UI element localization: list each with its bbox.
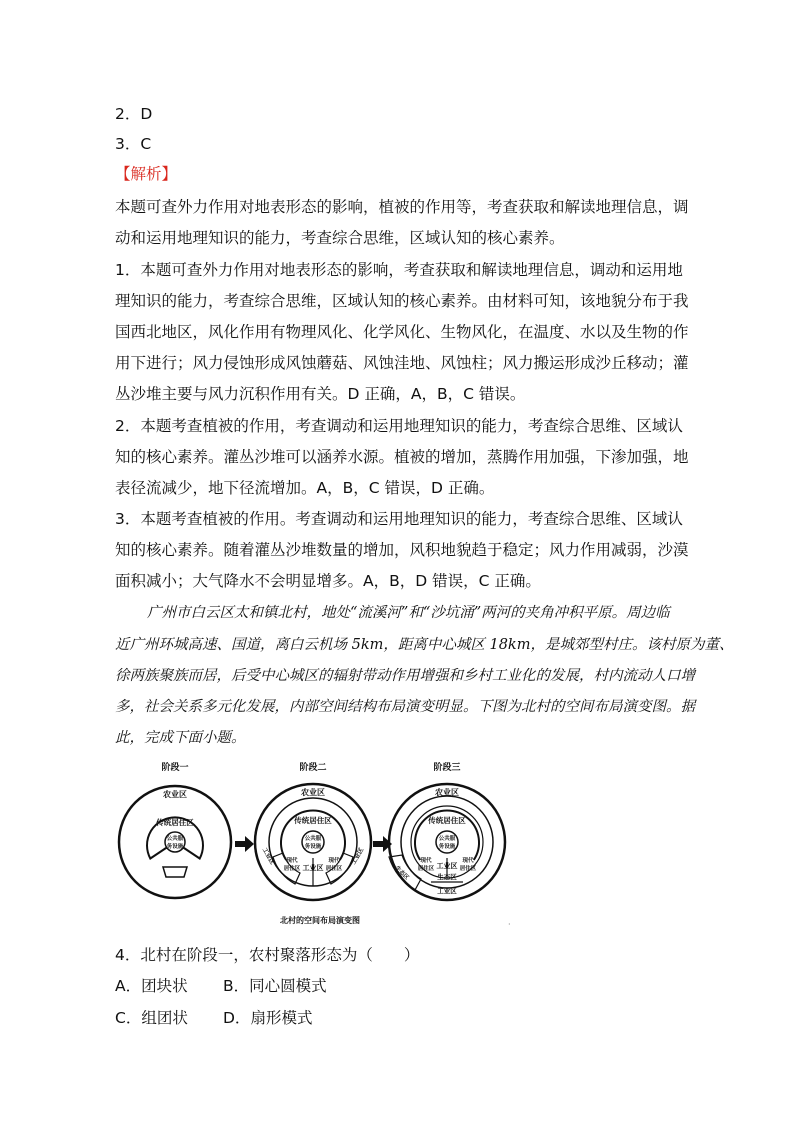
zone-label-public: 务设施	[166, 844, 184, 850]
option-letter: C．	[115, 1009, 142, 1027]
stage-three-title: 阶段三	[433, 763, 461, 773]
passage-line: 多，社会关系多元化发展，内部空间结构布局演变明显。下图为北村的空间布局演变图。据	[115, 699, 695, 715]
analysis-line: 3．本题考查植被的作用。考查调动和运用地理知识的能力，考查综合思维、区域认	[115, 510, 683, 528]
analysis-line: 面积减小；大气降水不会明显增多。A，B，D 错误，C 正确。	[115, 572, 541, 590]
analysis-line: 理知识的能力，考查综合思维，区域认知的核心素养。由材料可知，该地貌分布于我	[115, 292, 689, 310]
zone-label-modern: 居住区	[459, 866, 477, 872]
zone-label-public: 公共服	[438, 836, 456, 842]
zone-label-agri: 农业区	[435, 788, 459, 797]
zone-label-trad: 传统居住区	[156, 818, 194, 827]
analysis-line: 动和运用地理知识的能力，考查综合思维，区域认知的核心素养。	[115, 229, 565, 247]
passage-line: 近广州环城高速、国道，离白云机场 5km，距离中心城区 18km，是城郊型村庄。该村原为董、	[115, 637, 734, 653]
zone-label-agri: 农业区	[301, 788, 325, 797]
zone-label-public: 公共服	[166, 836, 184, 842]
option-letter: B．	[223, 977, 250, 995]
zone-label-modern: 现代	[462, 858, 474, 864]
stray-mark: ·	[508, 920, 511, 929]
passage-line: 广州市白云区太和镇北村，地处“流溪河”和“沙坑涌”两河的夹角冲积平原。周边临	[147, 605, 670, 621]
analysis-line: 知的核心素养。灌丛沙堆可以涵养水源。植被的增加，蒸腾作用加强，下渗加强，地	[115, 448, 689, 466]
zone-label-industrial: 工业区	[302, 864, 324, 872]
zone-label-modern: 居住区	[325, 866, 343, 872]
zone-label-public: 公共服	[304, 836, 322, 842]
zone-label-public: 务设施	[304, 844, 322, 850]
zone-label-modern: 居住区	[417, 866, 435, 872]
option-letter: D．	[223, 1009, 251, 1027]
zone-label-modern: 现代	[328, 858, 340, 864]
stage-three-diagram	[389, 761, 505, 900]
analysis-label: 【解析】	[115, 165, 178, 183]
zone-label-industrial: 工业区	[260, 846, 276, 866]
zone-label-agri: 农业区	[163, 790, 187, 799]
zone-label-industrial: 工业区	[350, 846, 366, 866]
stage-two-title: 阶段二	[299, 763, 327, 773]
analysis-line: 1．本题可查外力作用对地表形态的影响，考查获取和解读地理信息，调动和运用地	[115, 261, 683, 279]
analysis-line: 2．本题考查植被的作用，考查调动和运用地理知识的能力，考查综合思维、区域认	[115, 417, 683, 435]
analysis-line: 用下进行；风力侵蚀形成风蚀蘑菇、风蚀洼地、风蚀柱；风力搬运形成沙丘移动；灌	[115, 354, 689, 372]
zone-label-modern: 居住区	[283, 866, 301, 872]
stage-one-title: 阶段一	[161, 763, 189, 773]
analysis-line: 丛沙堆主要与风力沉积作用有关。D 正确，A，B，C 错误。	[115, 385, 526, 403]
option-a[interactable]	[115, 976, 188, 996]
zone-label-industrial: 工业区	[437, 887, 457, 895]
zone-label-trad: 传统居住区	[294, 816, 332, 825]
zone-label-public: 务设施	[438, 844, 456, 850]
option-text: 扇形模式	[250, 1009, 313, 1027]
answer-2: 2．D	[115, 105, 153, 123]
analysis-line: 表径流减少，地下径流增加。A，B，C 错误，D 正确。	[115, 479, 495, 497]
zone-label-trad: 传统居住区	[428, 816, 466, 825]
stage-two-diagram	[255, 761, 371, 900]
zone-label-modern: 现代	[286, 858, 298, 864]
zone-label-ecology: 生态区	[437, 873, 457, 881]
arrow-right-icon	[235, 836, 254, 852]
option-text: 组团状	[141, 1009, 188, 1027]
zone-label-ecology: 生态区	[393, 865, 410, 882]
analysis-line: 国西北地区，风化作用有物理风化、化学风化、生物风化，在温度、水以及生物的作	[115, 323, 689, 341]
zone-label-industrial: 工业区	[436, 862, 458, 870]
option-text: 同心圆模式	[249, 977, 327, 995]
passage-line: 此，完成下面小题。	[115, 730, 246, 746]
analysis-line: 本题可查外力作用对地表形态的影响，植被的作用等，考查获取和解读地理信息，调	[115, 198, 689, 216]
question-stem: 4．北村在阶段一，农村聚落形态为（ ）	[115, 946, 420, 964]
zone-label-modern: 现代	[420, 858, 432, 864]
spatial-layout-diagram	[115, 757, 525, 932]
option-b[interactable]	[223, 976, 327, 996]
option-letter: A．	[115, 977, 142, 995]
answer-3: 3．C	[115, 135, 152, 153]
figure-caption: 北村的空间布局演变图	[280, 916, 360, 925]
option-c[interactable]	[115, 1008, 188, 1028]
option-text: 团块状	[141, 977, 188, 995]
passage-line: 徐两族聚族而居，后受中心城区的辐射带动作用增强和乡村工业化的发展，村内流动人口增	[115, 668, 695, 684]
stage-one-diagram	[119, 761, 231, 898]
analysis-line: 知的核心素养。随着灌丛沙堆数量的增加，风积地貌趋于稳定；风力作用减弱，沙漠	[115, 541, 689, 559]
spatial-layout-figure	[115, 757, 525, 932]
option-d[interactable]	[223, 1008, 312, 1028]
